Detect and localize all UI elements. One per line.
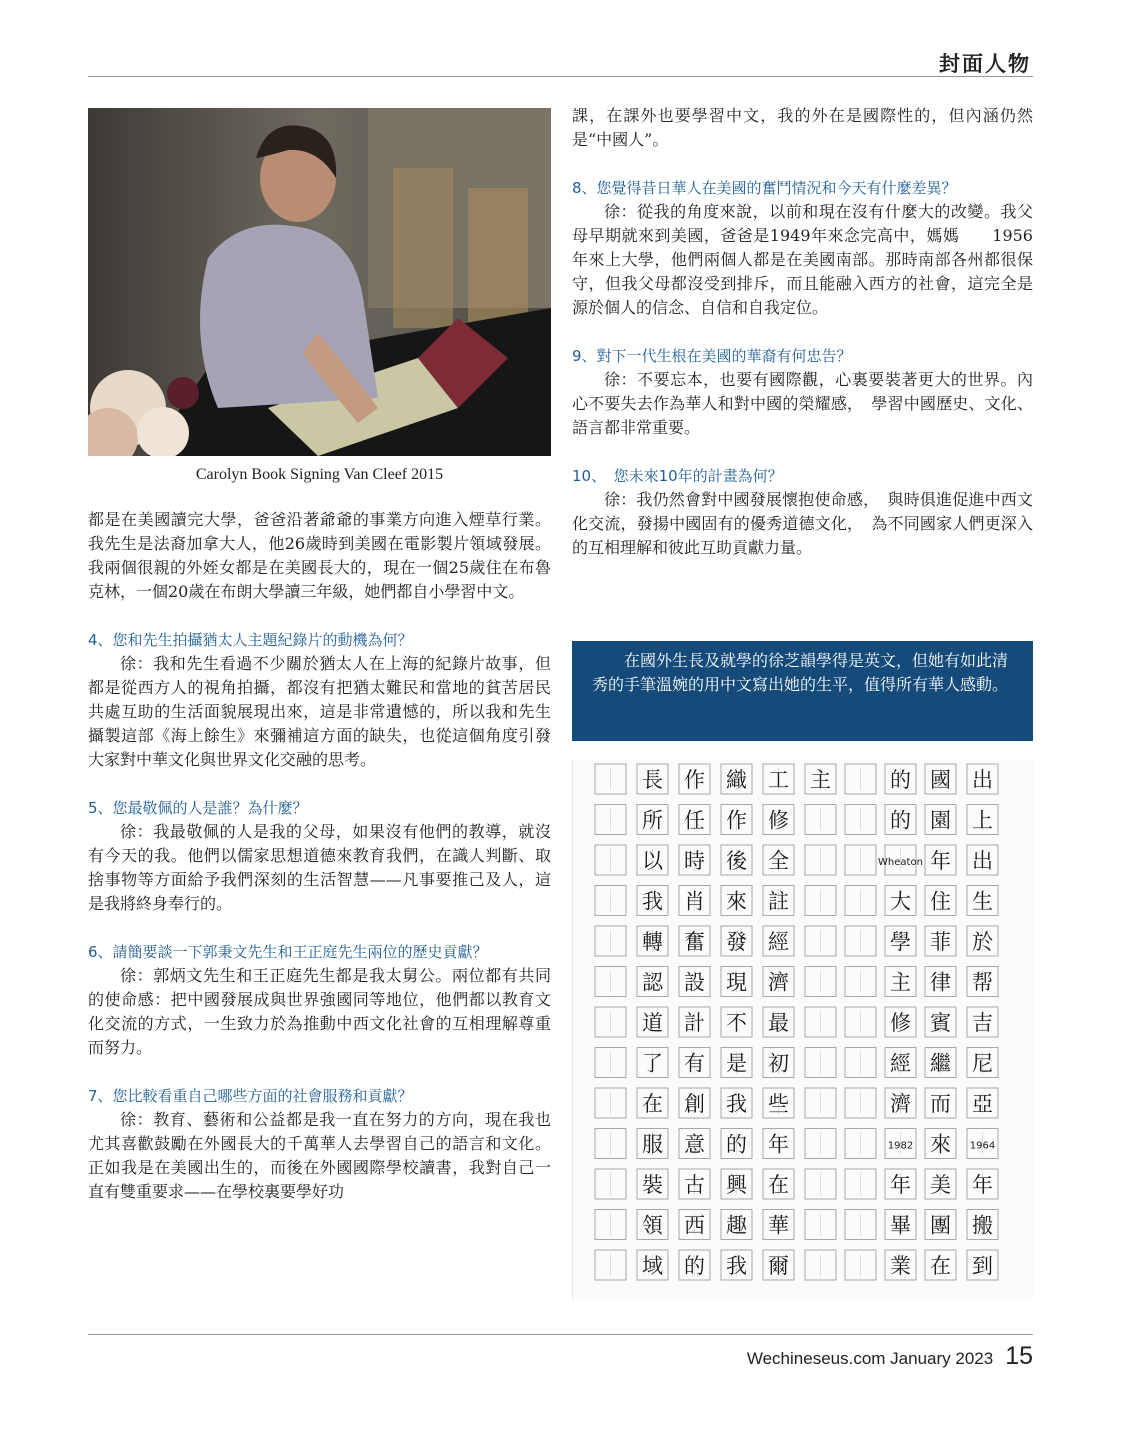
manuscript-char: 了 [642,1051,663,1076]
manuscript-char: 律 [930,970,951,995]
photo-illustration [88,108,551,456]
answer-5: 徐：我最敬佩的人是我的父母，如果沒有他們的教導，就沒有今天的我。他們以儒家思想道德來教育我們，在識人判斷、取捨事物等方面給予我們深刻的生活智慧——凡事要推己及人，這是我將終身奉行的。 [88,822,551,913]
manuscript-char: 發 [726,930,747,954]
manuscript-char: 西 [684,1213,705,1238]
right-text-column [572,104,1033,560]
continued-paragraph: 課，在課外也要學習中文，我的外在是國際性的，但內涵仍然是“中國人”。 [572,106,1033,149]
manuscript-char: 華 [768,1213,789,1238]
manuscript-char: 不 [726,1011,747,1035]
manuscript-char: 亞 [972,1092,993,1116]
question-8: 8、您覺得昔日華人在美國的奮鬥情況和今天有什麼差異？ [572,179,957,197]
manuscript-char: 有 [684,1051,705,1076]
manuscript-char: 業 [890,1254,911,1278]
manuscript-char: 奮 [684,930,705,954]
manuscript-char: Wheaton [878,857,923,868]
manuscript-char: 園 [930,808,951,833]
manuscript-char: 搬 [972,1213,993,1238]
manuscript-char: 創 [684,1092,705,1116]
manuscript-char: 住 [930,889,951,914]
manuscript-char: 初 [768,1051,789,1076]
manuscript-char: 所 [642,808,663,833]
manuscript-char: 最 [768,1011,789,1035]
manuscript-char: 是 [726,1051,747,1076]
manuscript-char: 我 [642,889,663,914]
answer-4: 徐：我和先生看過不少關於猶太人在上海的紀錄片故事，但都是從西方人的視角拍攝，都沒有把猶太難民和當地的貧苦居民共處互助的生活面貌展現出來，這是非常遺憾的，所以我和先生攝製這部《海上餘生》來彌補這方面的缺失，也從這個角度引發大家對中華文化與世界文化交融的思考。 [88,654,551,769]
manuscript-char: 的 [890,808,911,833]
manuscript-char: 帮 [972,970,993,995]
book-signing-photo [88,108,551,456]
manuscript-char: 織 [726,768,747,792]
footer-divider [88,1334,1033,1335]
manuscript-char: 肖 [684,889,705,914]
manuscript-char: 大 [890,889,911,914]
manuscript-char: 古 [684,1173,705,1197]
manuscript-char: 主 [890,970,911,995]
manuscript-char: 任 [684,808,705,833]
footer-site: Wechineseus.com January 2023 [746,1349,994,1368]
manuscript-char: 註 [768,889,789,914]
manuscript-char: 裝 [642,1173,663,1197]
manuscript-char: 年 [890,1173,911,1197]
manuscript-char: 趣 [726,1213,747,1238]
manuscript-char: 後 [726,849,747,873]
manuscript-char: 經 [768,930,789,954]
manuscript-char: 出 [972,849,993,873]
manuscript-char: 主 [810,768,831,792]
section-title: 封面人物 [939,52,1031,76]
manuscript-char: 的 [684,1254,705,1278]
manuscript-char: 服 [642,1132,663,1157]
manuscript-char: 菲 [930,930,951,954]
answer-6: 徐：郭炳文先生和王正庭先生都是我太舅公。兩位都有共同的使命感：把中國發展成與世界強國同等地位，他們都以教育文化交流的方式，一生致力於為推動中西文化社會的互相理解尊重而努力。 [88,966,551,1057]
manuscript-char: 而 [930,1092,951,1116]
photo-caption: Carolyn Book Signing Van Cleef 2015 [195,466,444,483]
manuscript-char: 經 [890,1051,911,1076]
manuscript-char: 興 [726,1173,747,1197]
callout-box [572,641,1033,741]
manuscript-char: 道 [642,1011,663,1035]
manuscript-char: 爾 [768,1254,789,1278]
manuscript-char: 於 [972,930,993,954]
manuscript-char: 我 [726,1254,747,1278]
manuscript-char: 工 [768,768,789,792]
manuscript-char: 年 [930,849,951,873]
manuscript-char: 計 [684,1011,705,1035]
answer-7: 徐：教育、藝術和公益都是我一直在努力的方向，現在我也尤其喜歡鼓勵在外國長大的千萬華人去學習自己的語言和文化。正如我是在美國出生的，而後在外國國際學校讀書，我對自己一直有雙重要求——在學校裏要學好功 [88,1110,551,1201]
answer-10: 徐：我仍然會對中國發展懷抱使命感， 與時俱進促進中西文化交流，發揚中國固有的優秀道德文化， 為不同國家人們更深入的互相理解和彼此互助貢獻力量。 [572,490,1033,557]
left-text-column [88,508,551,1204]
manuscript-char: 濟 [768,970,789,995]
question-5: 5、您最敬佩的人是誰？為什麼？ [88,799,308,817]
manuscript-char: 我 [726,1092,747,1116]
manuscript-char: 修 [890,1011,911,1035]
footer [747,1342,1033,1371]
manuscript-char: 現 [726,970,747,995]
page-number: 15 [1005,1342,1033,1370]
manuscript-char: 的 [726,1132,747,1157]
manuscript-char: 年 [768,1132,789,1157]
manuscript-char: 1964 [969,1140,996,1152]
question-9: 9、對下一代生根在美國的華裔有何忠告？ [572,347,852,365]
manuscript-char: 作 [726,808,747,833]
handwritten-manuscript [572,760,1034,1300]
manuscript-char: 上 [972,808,993,833]
manuscript-char: 修 [768,808,789,833]
intro-paragraph: 都是在美國讀完大學，爸爸沿著爺爺的事業方向進入煙草行業。我先生是法裔加拿大人，他26歲時到美國在電影製片領域發展。我兩個很親的外姪女都是在美國長大的，現在一個25歲住在布魯克林，一個20歲在布朗大學讀三年級，她們都自小學習中文。 [88,510,551,601]
manuscript-char: 全 [768,849,789,873]
manuscript-char: 生 [972,889,993,914]
manuscript-char: 尼 [972,1051,993,1076]
manuscript-char: 出 [972,768,993,792]
manuscript-char: 作 [684,768,705,792]
manuscript-char: 在 [768,1173,789,1197]
question-7: 7、您比較看重自己哪些方面的社會服務和貢獻？ [88,1087,413,1105]
question-6: 6、請簡要談一下郭秉文先生和王正庭先生兩位的歷史貢獻？ [88,943,488,961]
manuscript-char: 國 [930,768,951,792]
manuscript-char: 繼 [930,1051,951,1076]
manuscript-char: 來 [930,1132,951,1157]
header-divider [88,76,1033,77]
callout-text: 在國外生長及就學的徐芝韻學得是英文，但她有如此清秀的手筆溫婉的用中文寫出她的生平，值得所有華人感動。 [592,651,1009,694]
manuscript-char: 時 [684,849,705,873]
manuscript-char: 1982 [887,1140,914,1152]
manuscript-grid [573,760,1034,1300]
manuscript-char: 領 [642,1213,663,1238]
manuscript-char: 些 [768,1092,789,1116]
manuscript-char: 長 [642,768,663,792]
question-4: 4、您和先生拍攝猶太人主題紀錄片的動機為何？ [88,631,413,649]
manuscript-char: 的 [890,768,911,792]
manuscript-char: 以 [642,849,663,873]
manuscript-char: 吉 [972,1011,993,1035]
manuscript-char: 學 [890,930,911,954]
manuscript-char: 美 [930,1173,951,1197]
manuscript-char: 在 [930,1254,951,1278]
manuscript-char: 到 [972,1254,993,1278]
manuscript-char: 認 [642,970,663,995]
manuscript-char: 設 [684,970,705,995]
manuscript-char: 意 [684,1132,705,1157]
answer-9: 徐：不要忘本，也要有國際觀，心裏要裝著更大的世界。內心不要失去作為華人和對中國的榮耀感， 學習中國歷史、文化、語言都非常重要。 [572,370,1033,437]
manuscript-char: 來 [726,889,747,914]
manuscript-char: 濟 [890,1092,911,1116]
manuscript-char: 在 [642,1092,663,1116]
answer-8: 徐：從我的角度來說，以前和現在沒有什麼大的改變。我父母早期就來到美國，爸爸是1949年來念完高中，媽媽 1956年來上大學，他們兩個人都是在美國南部。那時南部各州都很保守，但我父母都沒受到排斥，而且能融入西方的社會，這完全是源於個人的信念、自信和自我定位。 [572,202,1033,317]
manuscript-char: 年 [972,1173,993,1197]
manuscript-char: 轉 [642,930,663,954]
manuscript-char: 賓 [930,1011,951,1035]
manuscript-char: 域 [642,1254,663,1278]
question-10: 10、 您未來10年的計畫為何？ [572,467,783,485]
manuscript-char: 畢 [890,1213,911,1238]
manuscript-char: 團 [930,1213,951,1238]
